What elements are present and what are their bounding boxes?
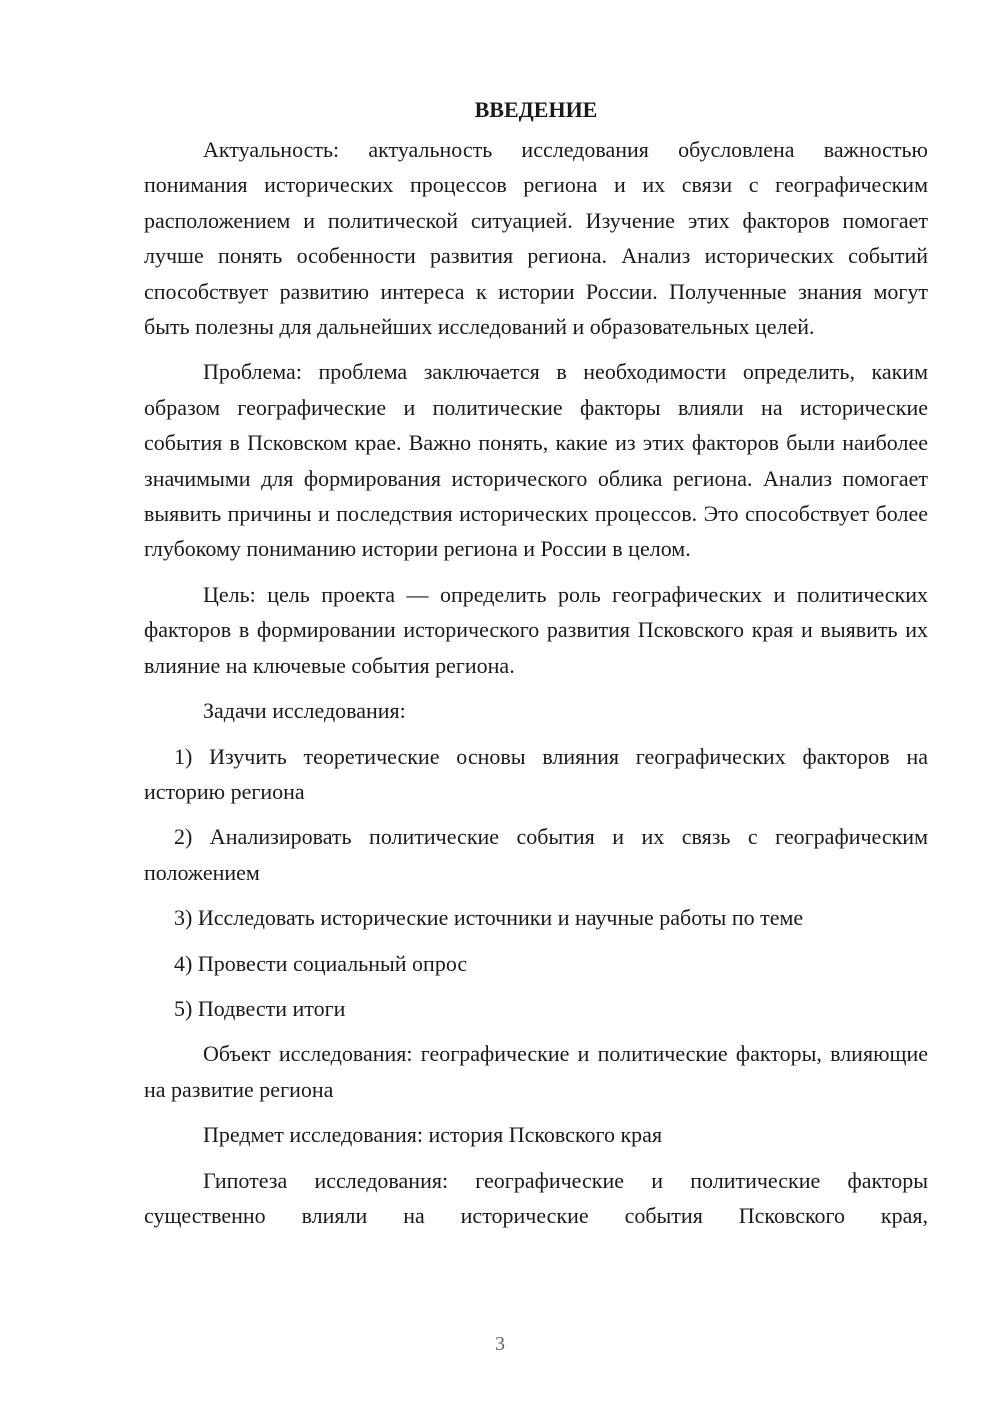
goal-paragraph: Цель: цель проекта — определить роль географических и политических факторов в формировании исторического развития Псковского края и выявить их влияние на ключевые события региона.	[144, 581, 928, 678]
page-number: 3	[495, 1333, 505, 1355]
tasks-label: Задачи исследования:	[203, 698, 406, 724]
hypothesis-paragraph: Гипотеза исследования: географические и политические факторы существенно влияли на исторические события Псковского края,	[144, 1167, 928, 1228]
task-item: 1) Изучить теоретические основы влияния географических факторов на историю региона	[144, 743, 928, 804]
document-page	[144, 92, 928, 1233]
section-heading: ВВЕДЕНИЕ	[474, 97, 598, 122]
task-item: 5) Подвести итоги	[174, 995, 346, 1021]
task-item: 2) Анализировать политические события и их связь с географическим положением	[144, 824, 928, 885]
subject-paragraph: Предмет исследования: история Псковского края	[203, 1122, 663, 1148]
object-paragraph: Объект исследования: географические и политические факторы, влияющие на развитие региона	[144, 1041, 928, 1102]
relevance-paragraph: Актуальность: актуальность исследования обусловлена важностью понимания исторических процессов региона и их связи с географическим расположением и политической ситуацией. Изучение этих факторов помогает лучше понять особенности развития региона. Анализ исторических событий способствует развитию интереса к истории России. Полученные знания могут быть полезны для дальнейших исследований и образовательных целей.	[144, 137, 928, 340]
task-item: 4) Провести социальный опрос	[174, 950, 468, 976]
tasks-list	[144, 739, 928, 1027]
problem-paragraph: Проблема: проблема заключается в необходимости определить, каким образом географические и политические факторы влияли на исторические события в Псковском крае. Важно понять, какие из этих факторов были наиболее значимыми для формирования исторического облика региона. Анализ помогает выявить причины и последствия исторических процессов. Это способствует более глубокому пониманию истории региона и России в целом.	[144, 359, 928, 562]
task-item: 3) Исследовать исторические источники и научные работы по теме	[174, 905, 804, 931]
